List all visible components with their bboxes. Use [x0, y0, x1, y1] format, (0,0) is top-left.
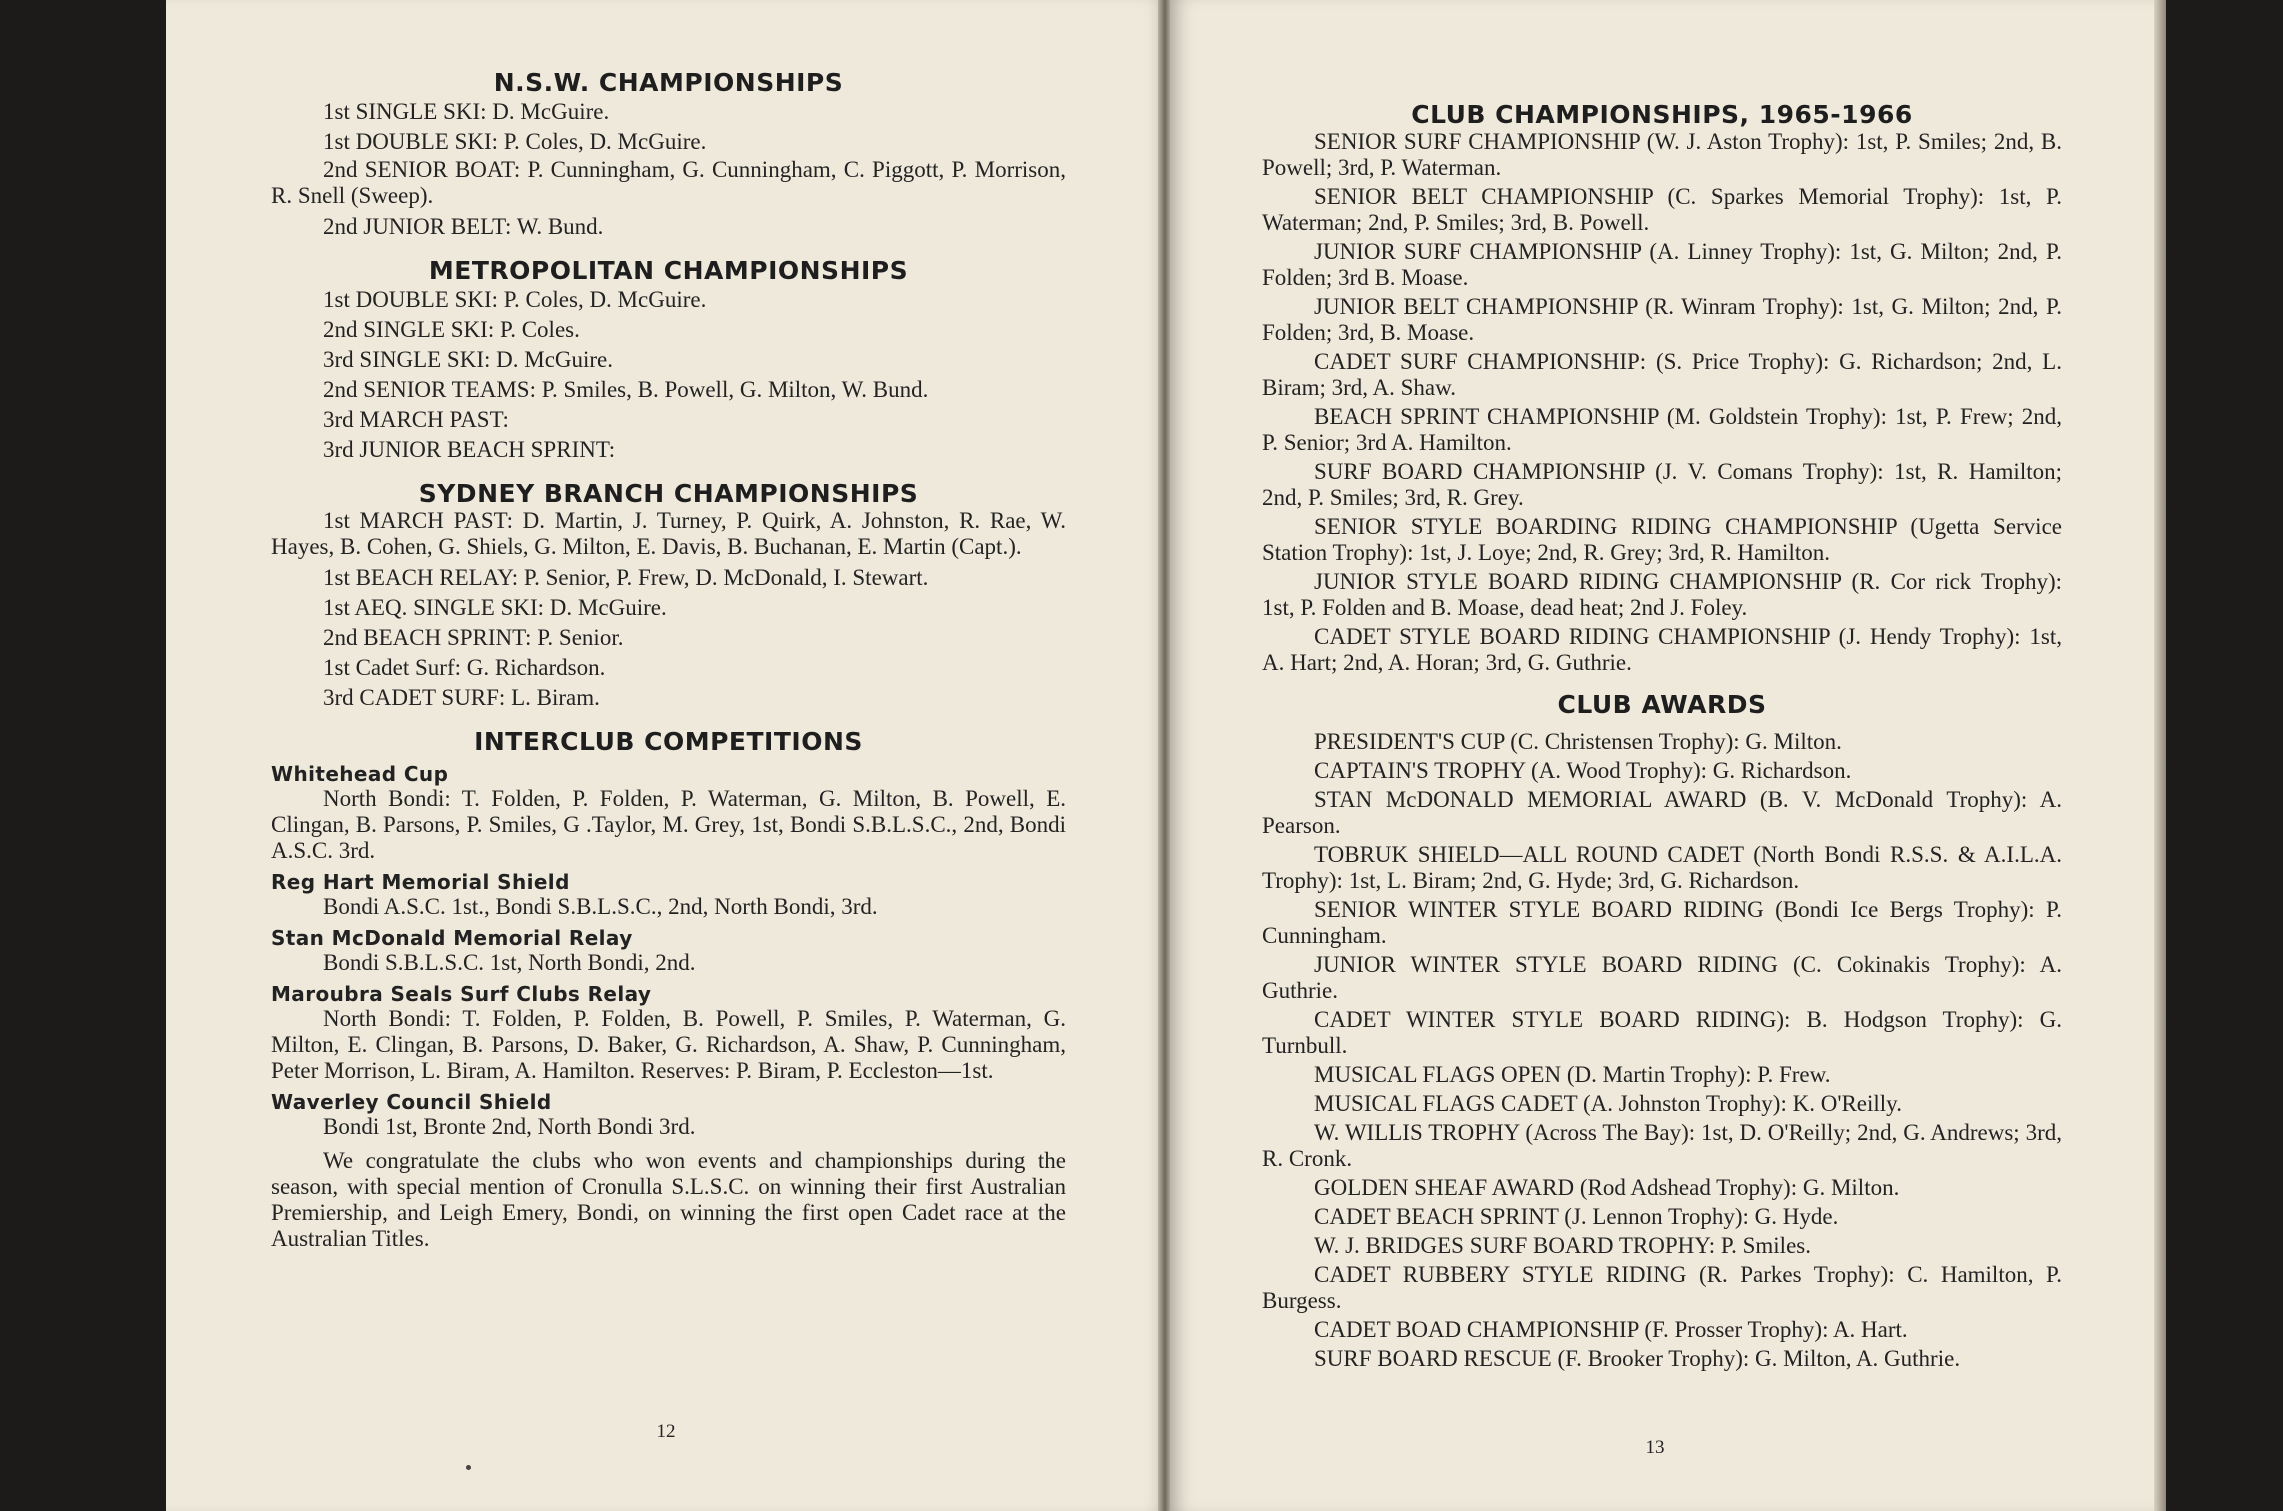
award-entry: JUNIOR WINTER STYLE BOARD RIDING (C. Cokinakis Trophy): A. Guthrie. [1262, 952, 2062, 1003]
right-page [1170, 0, 2158, 1511]
award-entry: W. WILLIS TROPHY (Across The Bay): 1st, D. O'Reilly; 2nd, G. Andrews; 3rd, R. Cronk. [1262, 1120, 2062, 1171]
section-heading: CLUB CHAMPIONSHIPS, 1965-1966 [1411, 100, 1913, 129]
championship-entry: SENIOR SURF CHAMPIONSHIP (W. J. Aston Trophy): 1st, P. Smiles; 2nd, B. Powell; 3rd, P. Waterman. [1262, 129, 2062, 180]
result-line: 2nd SENIOR TEAMS: P. Smiles, B. Powell, G. Milton, W. Bund. [323, 377, 929, 402]
result-line: 1st SINGLE SKI: D. McGuire. [323, 99, 610, 124]
result-line: 3rd CADET SURF: L. Biram. [323, 685, 600, 710]
championship-entry: SENIOR BELT CHAMPIONSHIP (C. Sparkes Memorial Trophy): 1st, P. Waterman; 2nd, P. Smiles; 3rd, B. Powell. [1262, 184, 2062, 235]
result-line: 3rd SINGLE SKI: D. McGuire. [323, 347, 614, 372]
award-entry: W. J. BRIDGES SURF BOARD TROPHY: P. Smiles. [1314, 1233, 1811, 1258]
print-speck [466, 1465, 471, 1470]
club-awards-section [1262, 690, 2062, 1372]
championship-entry: JUNIOR STYLE BOARD RIDING CHAMPIONSHIP (R. Cor rick Trophy): 1st, P. Folden and B. Moase, dead heat; 2nd J. Foley. [1262, 569, 2062, 620]
championship-entry: SURF BOARD CHAMPIONSHIP (J. V. Comans Trophy): 1st, R. Hamilton; 2nd, P. Smiles; 3rd, R. Grey. [1262, 459, 2062, 510]
championship-entry: CADET STYLE BOARD RIDING CHAMPIONSHIP (J. Hendy Trophy): 1st, A. Hart; 2nd, A. Horan; 3rd, G. Guthrie. [1262, 624, 2062, 675]
result-line: 3rd MARCH PAST: [323, 407, 509, 432]
competition-title: Waverley Council Shield [271, 1090, 552, 1114]
award-entry: CADET WINTER STYLE BOARD RIDING): B. Hodgson Trophy): G. Turnbull. [1262, 1007, 2062, 1058]
right-page-content [1262, 100, 2062, 1375]
page-number: 13 [1645, 1437, 1665, 1458]
metropolitan-championships-section [271, 256, 1066, 465]
result-line: 1st Cadet Surf: G. Richardson. [323, 655, 606, 680]
competition-title: Whitehead Cup [271, 762, 449, 786]
award-entry: CADET RUBBERY STYLE RIDING (R. Parkes Trophy): C. Hamilton, P. Burgess. [1262, 1262, 2062, 1313]
result-line: 3rd JUNIOR BEACH SPRINT: [323, 437, 616, 462]
championship-entry: CADET SURF CHAMPIONSHIP: (S. Price Trophy): G. Richardson; 2nd, L. Biram; 3rd, A. Shaw. [1262, 349, 2062, 400]
page-number: 12 [656, 1421, 676, 1442]
section-heading: N.S.W. CHAMPIONSHIPS [493, 68, 844, 97]
result-line: 1st DOUBLE SKI: P. Coles, D. McGuire. [323, 129, 707, 154]
result-paragraph: 1st MARCH PAST: D. Martin, J. Turney, P. Quirk, A. Johnston, R. Rae, W. Hayes, B. Cohen, G. Shiels, G. Milton, E. Davis, B. Buchanan, E. Martin (Capt.). [271, 508, 1066, 559]
result-line: 1st AEQ. SINGLE SKI: D. McGuire. [323, 595, 667, 620]
championship-entry: JUNIOR SURF CHAMPIONSHIP (A. Linney Trophy): 1st, G. Milton; 2nd, P. Folden; 3rd B. Moase. [1262, 239, 2062, 290]
left-page-content [271, 68, 1066, 1255]
award-entry: CADET BOAD CHAMPIONSHIP (F. Prosser Trophy): A. Hart. [1314, 1317, 1908, 1342]
nsw-championships-section [271, 68, 1066, 242]
competition-result: Bondi 1st, Bronte 2nd, North Bondi 3rd. [323, 1114, 696, 1139]
competition-result: Bondi S.B.L.S.C. 1st, North Bondi, 2nd. [323, 950, 696, 975]
award-entry: TOBRUK SHIELD—ALL ROUND CADET (North Bondi R.S.S. & A.I.L.A. Trophy): 1st, L. Biram; 2nd, G. Hyde; 3rd, G. Richardson. [1262, 842, 2062, 893]
section-heading: INTERCLUB COMPETITIONS [474, 727, 863, 756]
page-edge [2154, 0, 2166, 1511]
competition-result: North Bondi: T. Folden, P. Folden, P. Waterman, G. Milton, B. Powell, E. Clingan, B. Parsons, P. Smiles, G .Taylor, M. Grey, 1st, Bondi S.B.L.S.C., 2nd, Bondi A.S.C. 3rd. [271, 786, 1066, 863]
award-entry: STAN McDONALD MEMORIAL AWARD (B. V. McDonald Trophy): A. Pearson. [1262, 787, 2062, 838]
result-line: 1st DOUBLE SKI: P. Coles, D. McGuire. [323, 287, 707, 312]
award-entry: CADET BEACH SPRINT (J. Lennon Trophy): G. Hyde. [1314, 1204, 1839, 1229]
championship-entry: BEACH SPRINT CHAMPIONSHIP (M. Goldstein Trophy): 1st, P. Frew; 2nd, P. Senior; 3rd A. Hamilton. [1262, 404, 2062, 455]
left-page [166, 0, 1166, 1511]
club-championships-section [1262, 100, 2062, 676]
result-line: 2nd SINGLE SKI: P. Coles. [323, 317, 580, 342]
result-line: 1st BEACH RELAY: P. Senior, P. Frew, D. McDonald, I. Stewart. [323, 565, 929, 590]
section-heading: SYDNEY BRANCH CHAMPIONSHIPS [418, 479, 919, 508]
championship-entry: SENIOR STYLE BOARDING RIDING CHAMPIONSHIP (Ugetta Service Station Trophy): 1st, J. Loye; 2nd, R. Grey; 3rd, R. Hamilton. [1262, 514, 2062, 565]
result-paragraph: 2nd SENIOR BOAT: P. Cunningham, G. Cunningham, C. Piggott, P. Morrison, R. Snell (Sweep). [271, 157, 1066, 208]
competition-result: North Bondi: T. Folden, P. Folden, B. Powell, P. Smiles, P. Waterman, G. Milton, E. Clingan, B. Parsons, D. Baker, G. Richardson, A. Shaw, P. Cunningham, Peter Morrison, L. Biram, A. Hamilton. Reserves: P. Biram, P. Eccleston—1st. [271, 1006, 1066, 1083]
competition-title: Reg Hart Memorial Shield [271, 870, 570, 894]
competition-title: Maroubra Seals Surf Clubs Relay [271, 982, 652, 1006]
result-line: 2nd BEACH SPRINT: P. Senior. [323, 625, 624, 650]
award-entry: MUSICAL FLAGS OPEN (D. Martin Trophy): P. Frew. [1314, 1062, 1831, 1087]
section-heading: CLUB AWARDS [1557, 690, 1767, 719]
result-line: 2nd JUNIOR BELT: W. Bund. [323, 214, 604, 239]
award-entry: MUSICAL FLAGS CADET (A. Johnston Trophy): K. O'Reilly. [1314, 1091, 1902, 1116]
closing-paragraph: We congratulate the clubs who won events and championships during the season, with special mention of Cronulla S.L.S.C. on winning their first Australian Premiership, and Leigh Emery, Bondi, on winning the first open Cadet race at the Australian Titles. [271, 1148, 1066, 1251]
championship-entry: JUNIOR BELT CHAMPIONSHIP (R. Winram Trophy): 1st, G. Milton; 2nd, P. Folden; 3rd, B. Moase. [1262, 294, 2062, 345]
award-entry: SENIOR WINTER STYLE BOARD RIDING (Bondi Ice Bergs Trophy): P. Cunningham. [1262, 897, 2062, 948]
award-entry: PRESIDENT'S CUP (C. Christensen Trophy): G. Milton. [1314, 729, 1842, 754]
award-entry: GOLDEN SHEAF AWARD (Rod Adshead Trophy): G. Milton. [1314, 1175, 1900, 1200]
award-entry: CAPTAIN'S TROPHY (A. Wood Trophy): G. Richardson. [1314, 758, 1852, 783]
section-heading: METROPOLITAN CHAMPIONSHIPS [428, 256, 909, 285]
competition-title: Stan McDonald Memorial Relay [271, 926, 633, 950]
award-entry: SURF BOARD RESCUE (F. Brooker Trophy): G. Milton, A. Guthrie. [1314, 1346, 1961, 1371]
sydney-branch-championships-section [271, 479, 1066, 713]
interclub-competitions-section [271, 727, 1066, 1252]
competition-result: Bondi A.S.C. 1st., Bondi S.B.L.S.C., 2nd, North Bondi, 3rd. [323, 894, 878, 919]
